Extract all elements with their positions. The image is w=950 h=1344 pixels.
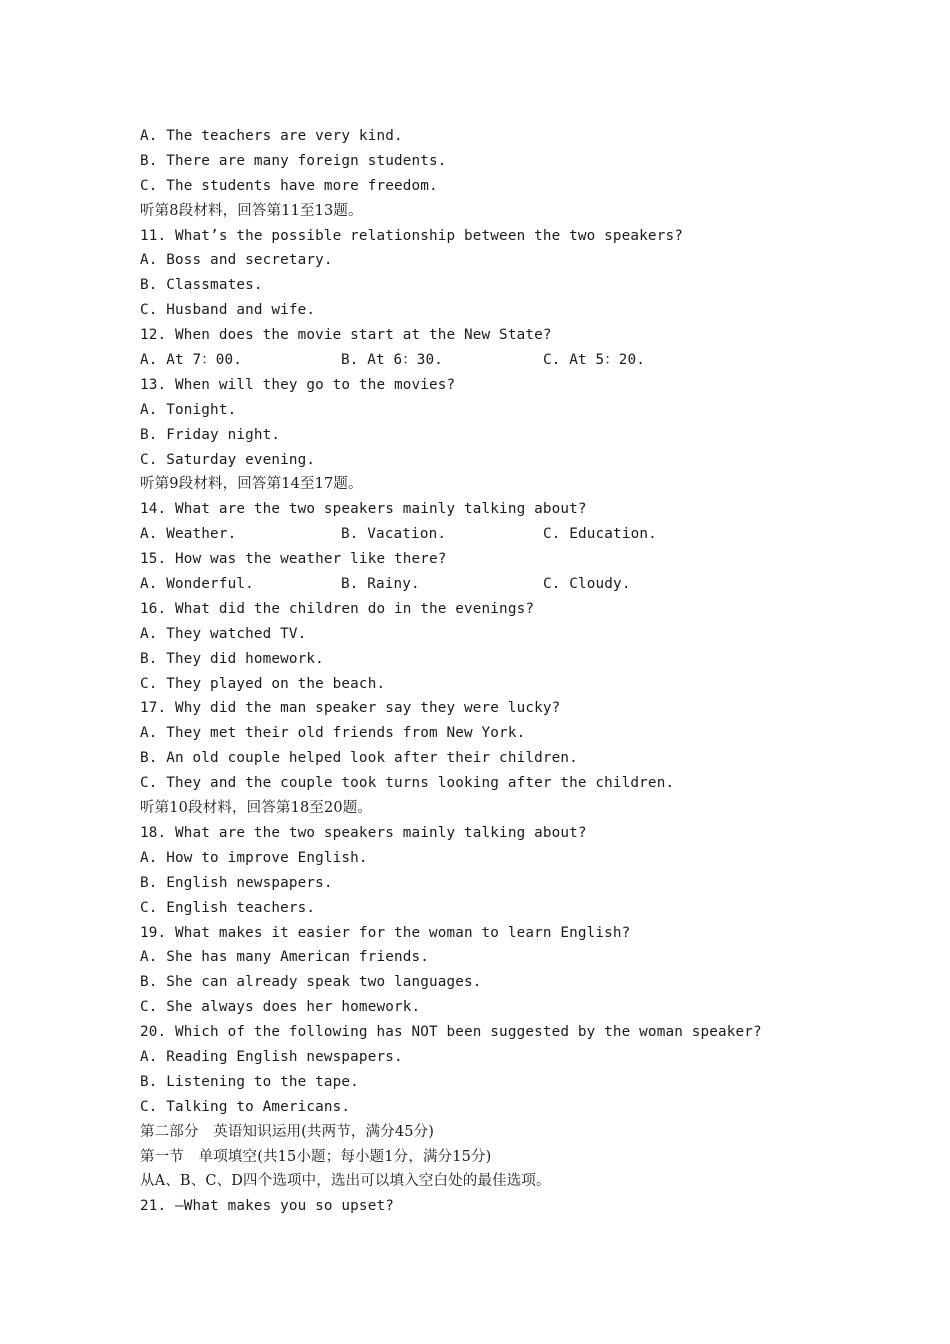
answer-option: C. At 5：20. [543,352,646,369]
text-line: C. Saturday evening. [140,451,316,468]
text-line: B. An old couple helped look after their children. [140,750,578,767]
section-instruction: 听第8段材料，回答第11至13题。 [140,202,363,219]
option-row [140,572,840,597]
text-line: C. Talking to Americans. [140,1098,351,1115]
text-line: 18. What are the two speakers mainly talking about? [140,824,587,841]
text-line: B. They did homework. [140,650,324,667]
answer-option: C. Education. [543,526,657,543]
text-line: A. Tonight. [140,401,237,418]
document-page [140,124,840,1219]
answer-option: B. Rainy. [341,576,420,593]
text-line: B. There are many foreign students. [140,152,447,169]
text-line: 16. What did the children do in the evenings? [140,600,535,617]
text-line: 20. Which of the following has NOT been suggested by the woman speaker? [140,1024,762,1041]
text-line: A. Reading English newspapers. [140,1048,403,1065]
text-line: 17. Why did the man speaker say they were lucky? [140,700,561,717]
section-instruction: 听第10段材料，回答第18至20题。 [140,800,373,817]
text-line: 14. What are the two speakers mainly talking about? [140,501,587,518]
text-line: 15. How was the weather like there? [140,551,447,568]
section-instruction: 从A、B、C、D四个选项中，选出可以填入空白处的最佳选项。 [140,1173,551,1190]
option-row [140,522,840,547]
answer-option: B. Vacation. [341,526,447,543]
text-line: 19. What makes it easier for the woman to learn English? [140,924,631,941]
text-line: B. Listening to the tape. [140,1073,359,1090]
answer-option: A. At 7：00. [140,352,243,369]
text-line: 21. —What makes you so upset? [140,1198,394,1215]
text-line: 13. When will they go to the movies? [140,376,456,393]
text-line: C. They and the couple took turns looking after the children. [140,775,675,792]
text-line: A. They watched TV. [140,625,307,642]
text-line: B. English newspapers. [140,874,333,891]
option-row [140,348,840,373]
text-line: 12. When does the movie start at the New State? [140,327,552,344]
text-line: A. The teachers are very kind. [140,128,403,144]
text-line: 11. What’s the possible relationship between the two speakers? [140,227,683,244]
section-instruction: 第一节 单项填空(共15小题；每小题1分，满分15分) [140,1148,492,1165]
text-line: A. She has many American friends. [140,949,429,966]
text-line: C. They played on the beach. [140,675,386,692]
answer-option: A. Wonderful. [140,576,254,593]
text-line: C. The students have more freedom. [140,177,438,194]
answer-option: C. Cloudy. [543,576,631,593]
text-line: C. She always does her homework. [140,999,421,1016]
text-line: B. Classmates. [140,277,263,294]
text-line: A. They met their old friends from New York. [140,725,526,742]
section-instruction: 第二部分 英语知识运用(共两节，满分45分) [140,1123,435,1140]
text-line: C. Husband and wife. [140,302,316,319]
answer-option: B. At 6：30. [341,352,444,369]
answer-option: A. Weather. [140,526,237,543]
text-line: B. Friday night. [140,426,281,443]
section-instruction: 听第9段材料，回答第14至17题。 [140,476,363,493]
text-line: A. How to improve English. [140,849,368,866]
text-line: A. Boss and secretary. [140,252,333,269]
text-line: B. She can already speak two languages. [140,974,482,991]
text-line: C. English teachers. [140,899,316,916]
